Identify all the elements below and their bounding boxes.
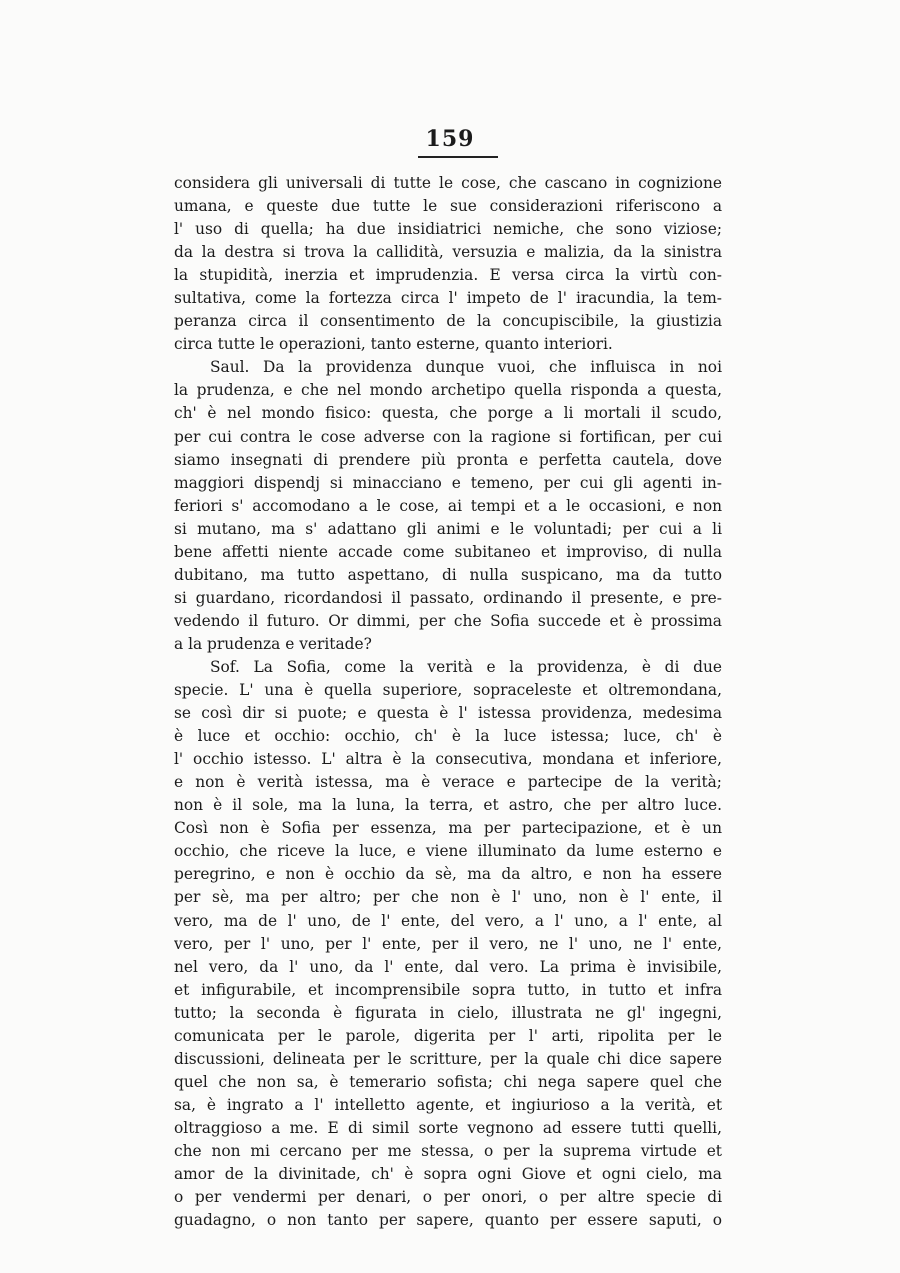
text-line: l' uso di quella; ha due insidiatrici nemiche, che sono viziose; (174, 220, 722, 239)
text-line: Così non è Sofia per essenza, ma per partecipazione, et è un (174, 819, 722, 838)
text-line: si guardano, ricordandosi il passato, ordinando il presente, e pre- (174, 588, 722, 607)
text-line: vedendo il futuro. Or dimmi, per che Sofia succede et è prossima (174, 611, 722, 630)
text-line: e non è verità istessa, ma è verace e partecipe de la verità; (174, 773, 722, 792)
text-line: Sof. La Sofia, come la verità e la providenza, è di due (210, 657, 722, 676)
text-line: o per vendermi per denari, o per onori, o per altre specie di (174, 1188, 722, 1207)
text-line: vero, per l' uno, per l' ente, per il vero, ne l' uno, ne l' ente, (174, 934, 722, 953)
text-line: l' occhio istesso. L' altra è la consecutiva, mondana et inferiore, (174, 750, 722, 769)
text-line: amor de la divinitade, ch' è sopra ogni Giove et ogni cielo, ma (174, 1165, 722, 1184)
text-line: guadagno, o non tanto per sapere, quanto per essere saputi, o (174, 1211, 722, 1230)
text-line: maggiori dispendj si minacciano e temeno, per cui gli agenti in- (174, 473, 722, 492)
header-rule (418, 156, 498, 158)
text-line: tutto; la seconda è figurata in cielo, illustrata ne gl' ingegni, (174, 1003, 722, 1022)
text-line: si mutano, ma s' adattano gli animi e le voluntadi; per cui a li (174, 519, 722, 538)
text-line: che non mi cercano per me stessa, o per la suprema virtude et (174, 1141, 722, 1160)
text-line: dubitano, ma tutto aspettano, di nulla suspicano, ma da tutto (174, 565, 722, 584)
text-line: non è il sole, ma la luna, la terra, et astro, che per altro luce. (174, 796, 722, 815)
text-line: feriori s' accomodano a le cose, ai tempi et a le occasioni, e non (174, 496, 722, 515)
text-line: umana, e queste due tutte le sue considerazioni riferiscono a (174, 197, 722, 216)
page-number: 159 (425, 126, 475, 152)
text-line: peregrino, e non è occhio da sè, ma da altro, e non ha essere (174, 865, 722, 884)
text-line: sultativa, come la fortezza circa l' impeto de l' iracundia, la tem- (174, 289, 722, 308)
text-line: occhio, che riceve la luce, e viene illuminato da lume esterno e (174, 842, 722, 861)
text-line: discussioni, delineata per le scritture, per la quale chi dice sapere (174, 1049, 722, 1068)
text-line: comunicata per le parole, digerita per l' arti, ripolita per le (174, 1026, 722, 1045)
text-line: circa tutte le operazioni, tanto esterne, quanto interiori. (174, 335, 613, 354)
text-line: da la destra si trova la callidità, versuzia e malizia, da la sinistra (174, 243, 722, 262)
text-line: la prudenza, e che nel mondo archetipo quella risponda a questa, (174, 381, 722, 400)
text-line: nel vero, da l' uno, da l' ente, dal vero. La prima è invisibile, (174, 957, 722, 976)
text-line: per sè, ma per altro; per che non è l' uno, non è l' ente, il (174, 888, 722, 907)
text-line: quel che non sa, è temerario sofista; chi nega sapere quel che (174, 1072, 722, 1091)
text-line: sa, è ingrato a l' intelletto agente, et ingiurioso a la verità, et (174, 1095, 722, 1114)
text-line: ch' è nel mondo fisico: questa, che porge a li mortali il scudo, (174, 404, 722, 423)
text-line: se così dir si puote; e questa è l' istessa providenza, medesima (174, 704, 722, 723)
body-text (174, 172, 722, 1232)
text-line: et infigurabile, et incomprensibile sopra tutto, in tutto et infra (174, 980, 722, 999)
text-line: considera gli universali di tutte le cose, che cascano in cognizione (174, 174, 722, 192)
text-line: Saul. Da la providenza dunque vuoi, che influisca in noi (210, 358, 722, 377)
text-line: peranza circa il consentimento de la concupiscibile, la giustizia (174, 312, 722, 331)
text-line: oltraggioso a me. E di simil sorte vegnono ad essere tutti quelli, (174, 1118, 722, 1137)
text-line: la stupidità, inerzia et imprudenzia. E versa circa la virtù con- (174, 266, 722, 285)
text-line: è luce et occhio: occhio, ch' è la luce istessa; luce, ch' è (174, 727, 722, 746)
text-line: vero, ma de l' uno, de l' ente, del vero, a l' uno, a l' ente, al (174, 911, 722, 930)
text-line: specie. L' una è quella superiore, sopraceleste et oltremondana, (174, 681, 722, 700)
text-line: bene affetti niente accade come subitaneo et improviso, di nulla (174, 542, 722, 561)
text-line: siamo insegnati di prendere più pronta e perfetta cautela, dove (174, 450, 722, 469)
text-line: per cui contra le cose adverse con la ragione si fortifican, per cui (174, 427, 722, 446)
text-line: a la prudenza e veritade? (174, 634, 372, 653)
